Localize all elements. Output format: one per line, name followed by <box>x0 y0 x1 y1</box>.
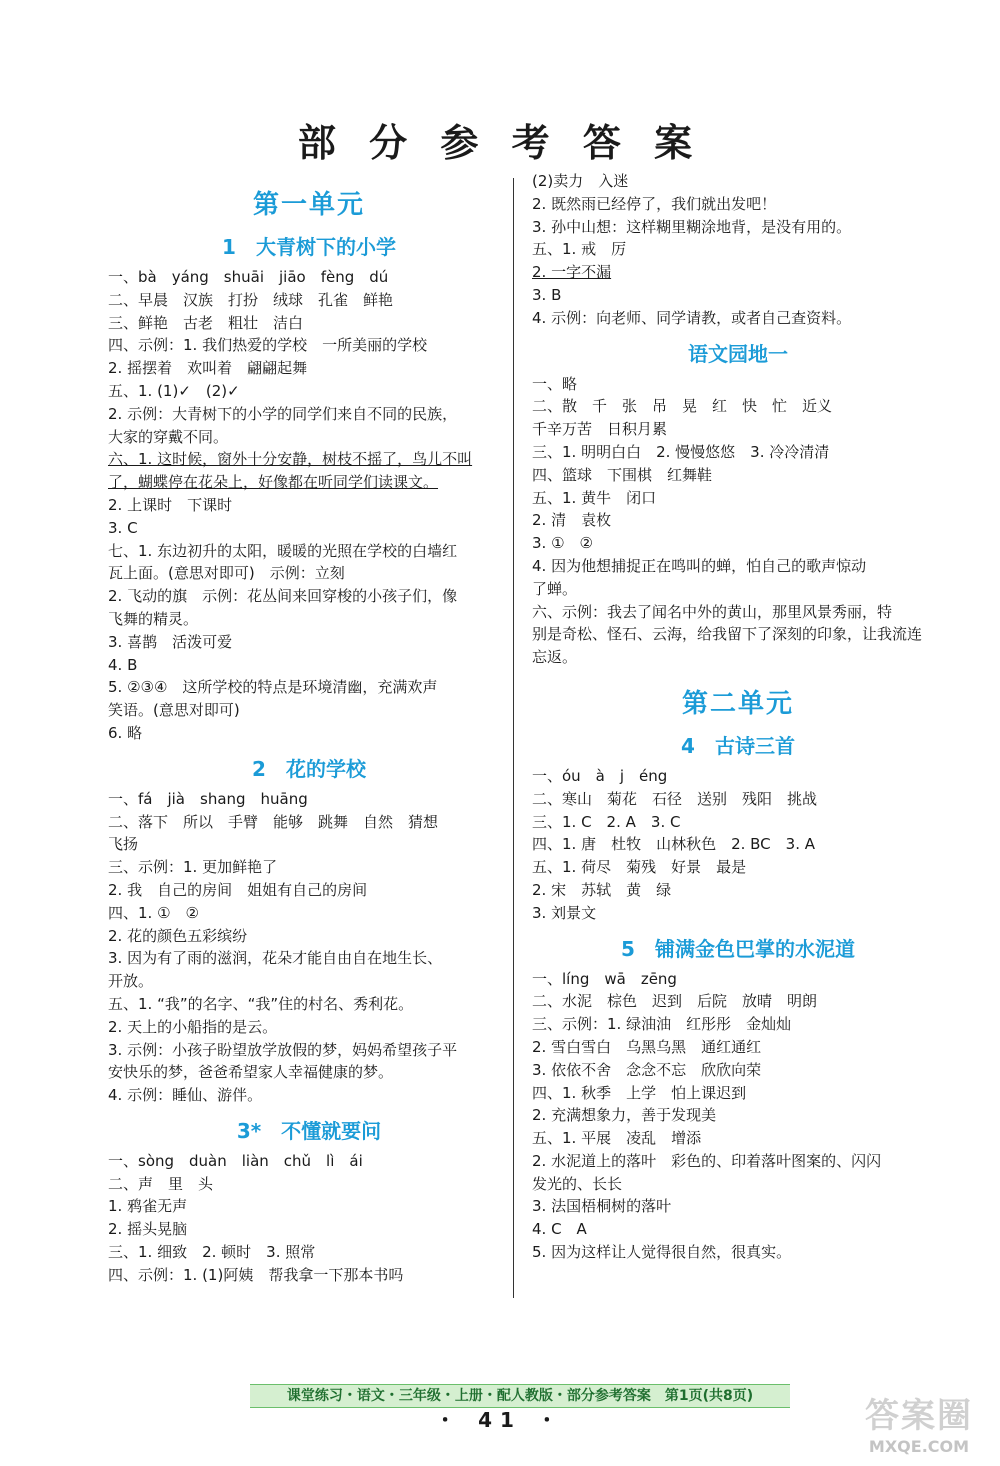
answer-line: 五、1. “我”的名字、“我”住的村名、秀利花。 <box>108 994 414 1013</box>
answer-line: 飞舞的精灵。 <box>108 609 199 628</box>
answer-line: 6. 略 <box>108 723 143 742</box>
answer-line: 1. 鸦雀无声 <box>108 1197 188 1216</box>
unit-heading: 第一单元 <box>252 190 365 220</box>
answer-line: 三、1. 细致 2. 顿时 3. 照常 <box>108 1243 316 1262</box>
answer-line: 2. 充满想象力，善于发现美 <box>532 1106 717 1125</box>
answer-line: 3. 孙中山想：这样糊里糊涂地背，是没有用的。 <box>532 217 852 236</box>
answer-line: 二、水泥 棕色 迟到 后院 放晴 明朗 <box>532 992 818 1011</box>
answer-line: 二、早晨 汉族 打扮 绒球 孔雀 鲜艳 <box>108 290 394 309</box>
answer-line: 二、寒山 菊花 石径 送别 残阳 挑战 <box>532 789 818 808</box>
answer-line: 5. ②③④ 这所学校的特点是环境清幽，充满欢声 <box>108 678 438 697</box>
answer-line: 七、1. 东边初升的太阳，暖暖的光照在学校的白墙红 <box>108 541 458 560</box>
answer-line: 2. 摇头晃脑 <box>108 1220 188 1239</box>
answer-line: 三、鲜艳 古老 粗壮 洁白 <box>108 313 304 332</box>
answer-line: 3. 依依不舍 念念不忘 欣欣向荣 <box>532 1060 762 1079</box>
answer-line: 三、1. C 2. A 3. C <box>532 812 681 831</box>
answer-line: 一、略 <box>532 374 578 393</box>
answer-line: 五、1. 平展 凌乱 增添 <box>532 1129 702 1148</box>
answer-line: 4. 示例：睡仙、游伴。 <box>108 1086 263 1105</box>
column-divider <box>513 178 514 1298</box>
answer-line: 4. B <box>108 655 138 674</box>
answer-line: 忘返。 <box>532 648 578 667</box>
answer-line: 五、1. 荷尽 菊残 好景 最是 <box>532 858 747 877</box>
watermark <box>854 1388 984 1456</box>
answer-line: 千辛万苦 日积月累 <box>532 420 668 439</box>
answer-line: 2. 水泥道上的落叶 彩色的、印着落叶图案的、闪闪 <box>532 1151 882 1170</box>
answer-line: 了，蝴蝶停在花朵上，好像都在听同学们读课文。 <box>108 473 439 492</box>
answer-line: 五、1. (1)✓ (2)✓ <box>108 381 240 400</box>
lesson-heading: 4 古诗三首 <box>681 733 795 758</box>
answer-line: 3. C <box>108 518 138 537</box>
answer-line: 四、1. ① ② <box>108 903 199 922</box>
footer-bar: 课堂练习・语文・三年级・上册・配人教版・部分参考答案 第1页(共8页) <box>250 1384 790 1408</box>
unit-heading: 第二单元 <box>681 688 794 719</box>
answer-line: 2. 天上的小船指的是云。 <box>108 1017 278 1036</box>
answer-line: 2. 我 自己的房间 姐姐有自己的房间 <box>108 880 368 899</box>
watermark-url: MXQE.COM <box>868 1437 970 1456</box>
answer-line: 2. 飞动的旗 示例：花丛间来回穿梭的小孩子们，像 <box>108 587 458 606</box>
answer-line: 笑语。(意思对即可) <box>108 701 240 720</box>
answer-line: 5. 因为这样让人觉得很自然，很真实。 <box>532 1243 792 1262</box>
answer-line: 安快乐的梦，爸爸希望家人幸福健康的梦。 <box>108 1063 394 1082</box>
answer-line: 三、示例：1. 绿油油 红彤彤 金灿灿 <box>532 1015 792 1034</box>
answer-line: 开放。 <box>108 972 154 991</box>
answer-line: 2. 示例：大青树下的小学的同学们来自不同的民族， <box>108 404 458 423</box>
answer-line: 3. 因为有了雨的滋润，花朵才能自由自在地生长、 <box>108 949 443 968</box>
answer-line: 四、篮球 下围棋 红舞鞋 <box>532 465 713 484</box>
answer-line: 发光的、长长 <box>532 1174 623 1193</box>
answer-line: 别是奇松、怪石、云海，给我留下了深刻的印象，让我流连 <box>532 625 923 644</box>
answer-line: 二、落下 所以 手臂 能够 跳舞 自然 猜想 <box>108 812 439 831</box>
answer-line: 四、1. 唐 杜牧 山林秋色 2. BC 3. A <box>532 835 816 854</box>
answer-line: 4. 因为他想捕捉正在鸣叫的蝉，怕自己的歌声惊动 <box>532 556 867 575</box>
answer-line: 六、示例：我去了闻名中外的黄山，那里风景秀丽，特 <box>532 602 893 621</box>
answer-line: 二、散 千 张 吊 晃 红 快 忙 近义 <box>532 397 833 416</box>
answer-line: 3. 喜鹊 活泼可爱 <box>108 632 233 651</box>
lesson-heading: 3* 不懂就要问 <box>236 1118 382 1143</box>
answer-line: 了蝉。 <box>532 579 578 598</box>
page-number: ・ 41 ・ <box>435 1408 565 1432</box>
column-left <box>108 170 510 1287</box>
answer-line: 二、声 里 头 <box>108 1174 214 1193</box>
answer-line: 2. 既然雨已经停了，我们就出发吧！ <box>532 194 777 213</box>
answer-line: 一、líng wā zēng <box>532 969 677 988</box>
answer-line: 2. 上课时 下课时 <box>108 495 233 514</box>
answer-line: 3. ① ② <box>532 534 593 553</box>
answer-line: 三、示例：1. 更加鲜艳了 <box>108 858 278 877</box>
lesson-heading: 5 铺满金色巴掌的水泥道 <box>621 936 855 961</box>
answer-line: 2. 宋 苏轼 黄 绿 <box>532 880 672 899</box>
answer-line: 一、fá jià shang huāng <box>108 789 308 808</box>
answer-line: 五、1. 戒 厉 <box>532 240 627 259</box>
answer-line: 一、bà yáng shuāi jiāo fèng dú <box>108 268 389 286</box>
answer-line: 六、1. 这时候，窗外十分安静，树枝不摇了，鸟儿不叫 <box>108 450 473 469</box>
answer-line: 四、1. 秋季 上学 怕上课迟到 <box>532 1083 747 1102</box>
answer-line: 瓦上面。(意思对即可) 示例：立刻 <box>108 564 345 583</box>
answer-line: 2. 雪白雪白 乌黑乌黑 通红通红 <box>532 1037 762 1056</box>
answer-line: 飞扬 <box>108 835 139 854</box>
answer-line: 3. 刘景文 <box>532 903 597 922</box>
answer-line: 2. 摇摆着 欢叫着 翩翩起舞 <box>108 359 308 378</box>
column-right <box>532 170 944 1264</box>
answer-line: 3. 示例：小孩子盼望放学放假的梦，妈妈希望孩子平 <box>108 1040 458 1059</box>
answer-line: 3. 法国梧桐树的落叶 <box>532 1197 672 1216</box>
answer-line: 2. 一字不漏 <box>532 263 612 282</box>
answer-line: 四、示例：1. (1)阿姨 帮我拿一下那本书吗 <box>108 1265 404 1284</box>
answer-line: 3. B <box>532 285 562 304</box>
answer-line: 五、1. 黄牛 闭口 <box>532 488 657 507</box>
answer-line: 大家的穿戴不同。 <box>108 427 229 446</box>
lesson-heading: 2 花的学校 <box>252 756 366 781</box>
lesson-heading: 1 大青树下的小学 <box>222 235 396 259</box>
answer-line: 三、1. 明明白白 2. 慢慢悠悠 3. 冷冷清清 <box>532 442 830 461</box>
answer-line: 四、示例：1. 我们热爱的学校 一所美丽的学校 <box>108 336 428 355</box>
answer-line: 4. 示例：向老师、同学请教，或者自己查资料。 <box>532 308 852 327</box>
watermark-logo: 答案圈 <box>865 1396 973 1436</box>
answer-line: 4. C A <box>532 1220 587 1239</box>
answer-line: 一、sòng duàn liàn chǔ lì ái <box>108 1151 363 1170</box>
page-title: 部 分 参 考 答 案 <box>297 121 703 165</box>
answer-line: 2. 清 袁枚 <box>532 511 612 530</box>
lesson-heading: 语文园地一 <box>688 341 788 366</box>
answer-line: 一、óu à j éng <box>532 766 668 785</box>
answer-line: (2)卖力 入迷 <box>532 172 629 190</box>
answer-line: 2. 花的颜色五彩缤纷 <box>108 926 248 945</box>
